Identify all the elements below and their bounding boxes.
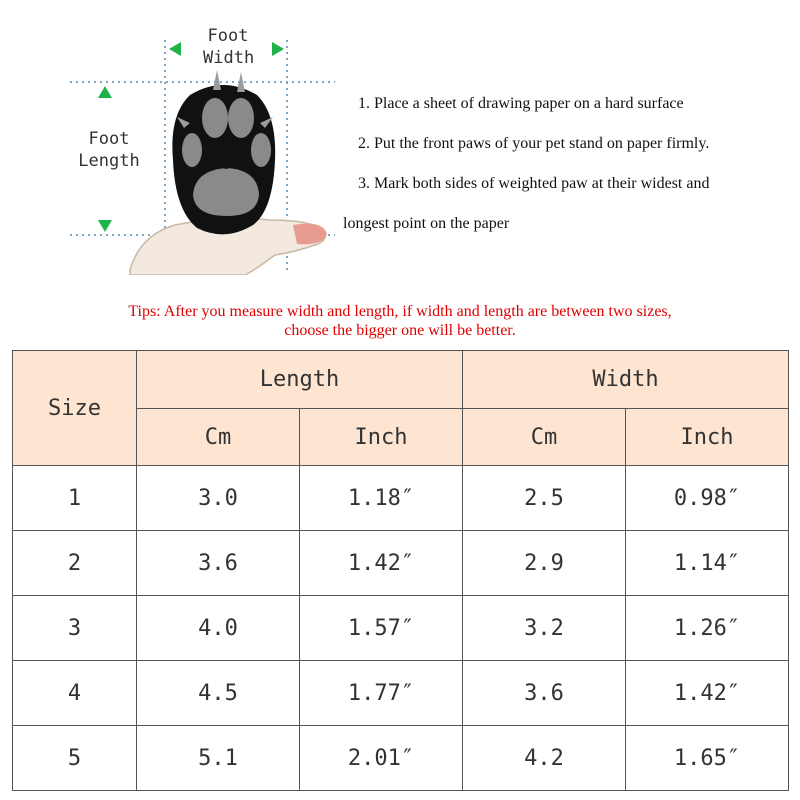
paw-measure-illustration <box>65 20 345 275</box>
arrow-left-icon <box>169 42 181 56</box>
size-cell: 4 <box>13 661 137 726</box>
width-inch-cell: 1.65″ <box>626 726 789 791</box>
length-inch-header: Inch <box>300 409 463 466</box>
length-cm-cell: 4.5 <box>137 661 300 726</box>
width-cm-cell: 3.2 <box>463 596 626 661</box>
arrow-down-icon <box>98 220 112 232</box>
size-cell: 3 <box>13 596 137 661</box>
table-row <box>13 596 789 661</box>
length-cm-header: Cm <box>137 409 300 466</box>
instruction-step-3: 3. Mark both sides of weighted paw at their widest and <box>358 175 710 192</box>
size-header: Size <box>13 351 137 466</box>
tips-line-1: Tips: After you measure width and length, if width and length are between two sizes, <box>128 303 672 320</box>
width-inch-cell: 1.14″ <box>626 531 789 596</box>
length-inch-cell: 2.01″ <box>300 726 463 791</box>
size-chart-table <box>12 350 789 791</box>
length-inch-cell: 1.18″ <box>300 466 463 531</box>
instruction-step-2: 2. Put the front paws of your pet stand on paper firmly. <box>358 135 710 152</box>
length-cm-cell: 3.6 <box>137 531 300 596</box>
table-row <box>13 726 789 791</box>
width-inch-cell: 1.26″ <box>626 596 789 661</box>
tips-line-2: choose the bigger one will be better. <box>284 322 516 339</box>
length-cm-cell: 5.1 <box>137 726 300 791</box>
foot-length-label: Foot Length <box>78 129 140 171</box>
size-cell: 5 <box>13 726 137 791</box>
size-cell: 2 <box>13 531 137 596</box>
width-cm-cell: 3.6 <box>463 661 626 726</box>
instruction-step-1: 1. Place a sheet of drawing paper on a hard surface <box>358 95 684 112</box>
size-cell: 1 <box>13 466 137 531</box>
length-cm-cell: 3.0 <box>137 466 300 531</box>
instruction-step-3-cont: longest point on the paper <box>343 215 510 232</box>
width-cm-cell: 2.9 <box>463 531 626 596</box>
width-header: Width <box>463 351 789 409</box>
width-inch-cell: 0.98″ <box>626 466 789 531</box>
length-inch-cell: 1.57″ <box>300 596 463 661</box>
tips-text <box>0 302 800 340</box>
width-cm-header: Cm <box>463 409 626 466</box>
width-cm-cell: 2.5 <box>463 466 626 531</box>
arrow-right-icon <box>272 42 284 56</box>
length-inch-cell: 1.42″ <box>300 531 463 596</box>
foot-width-label: Foot Width <box>203 26 255 68</box>
length-header: Length <box>137 351 463 409</box>
width-inch-header: Inch <box>626 409 789 466</box>
length-cm-cell: 4.0 <box>137 596 300 661</box>
table-row <box>13 661 789 726</box>
table-row <box>13 466 789 531</box>
width-cm-cell: 4.2 <box>463 726 626 791</box>
length-inch-cell: 1.77″ <box>300 661 463 726</box>
arrow-up-icon <box>98 86 112 98</box>
table-row <box>13 531 789 596</box>
width-inch-cell: 1.42″ <box>626 661 789 726</box>
